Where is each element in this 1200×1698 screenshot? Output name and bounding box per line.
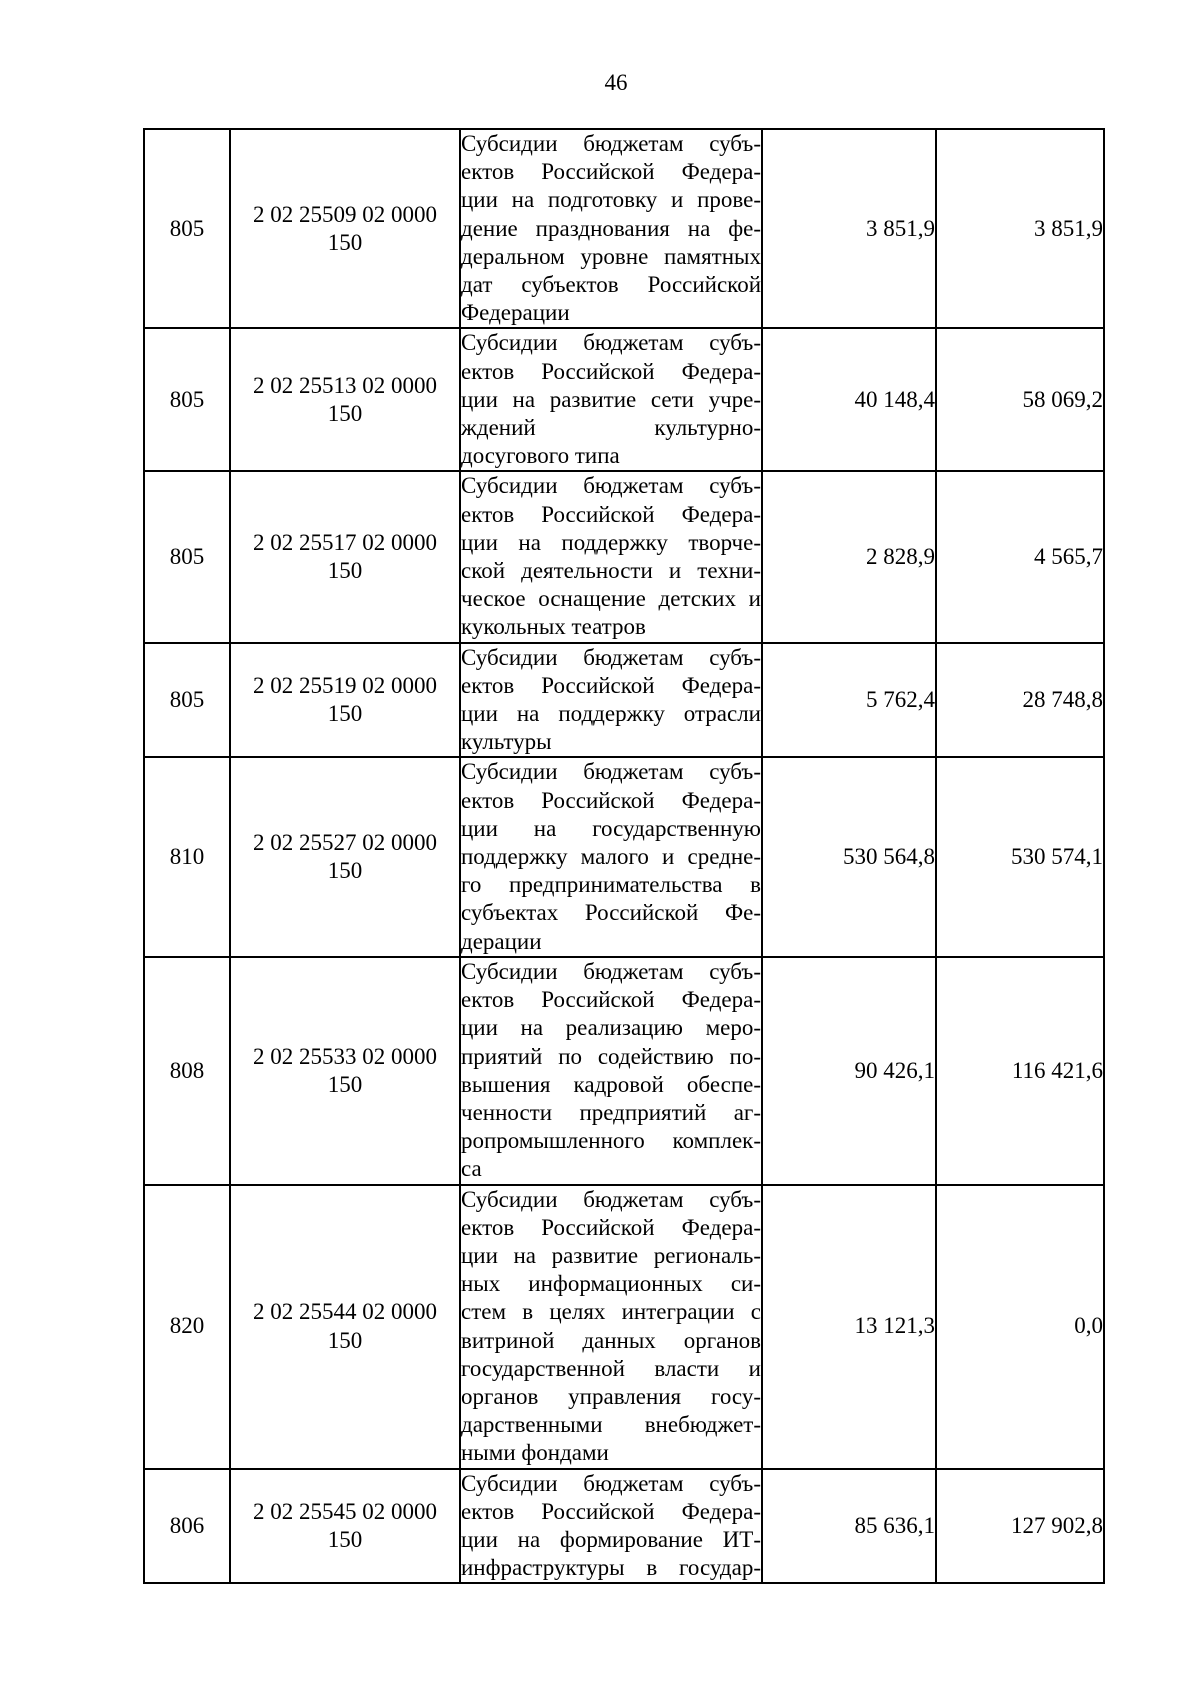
subsidy-name-line: ектов Российской Федера-	[461, 987, 761, 1013]
budget-code-line: 2 02 25527 02 0000	[253, 829, 437, 855]
subsidy-name-line: субъектах Российской Фе-	[461, 900, 761, 926]
table-row	[144, 643, 1104, 758]
subsidy-name-line: ектов Российской Федера-	[461, 672, 761, 698]
subsidy-name-line: Субсидии бюджетам субъ-	[461, 131, 761, 156]
amount-year-1-cell: 5 762,4	[762, 643, 936, 758]
subsidy-name-line: ектов Российской Федера-	[461, 501, 761, 527]
subsidy-name-cell	[460, 471, 762, 642]
amount-year-2-cell: 530 574,1	[936, 757, 1104, 956]
subsidy-name-line: ции на реализацию меро-	[461, 1015, 761, 1041]
budget-code-cell	[230, 757, 460, 956]
subsidy-name-line: витриной данных органов	[461, 1327, 761, 1353]
subsidy-name-line: дерации	[461, 928, 542, 954]
admin-code-cell: 805	[144, 643, 230, 758]
subsidy-name-line: ции на поддержку творче-	[461, 529, 761, 555]
budget-code-line: 150	[327, 701, 363, 727]
budget-code-cell	[230, 129, 460, 328]
subsidy-name-line: кукольных театров	[461, 614, 646, 640]
subsidy-name-line: го предпринимательства в	[461, 872, 761, 898]
amount-year-1-cell: 3 851,9	[762, 129, 936, 328]
subsidy-name-line: ции на формирование ИТ-	[461, 1526, 761, 1552]
amount-year-2-cell: 4 565,7	[936, 471, 1104, 642]
subsidy-name-line: Субсидии бюджетам субъ-	[461, 958, 761, 984]
subsidy-name-line: ектов Российской Федера-	[461, 787, 761, 813]
subsidy-name-line: ции на развитие региональ-	[461, 1242, 761, 1268]
subsidy-name-line: Федерации	[461, 300, 570, 326]
budget-code-line: 150	[327, 400, 363, 426]
subsidy-name-line: ектов Российской Федера-	[461, 159, 761, 185]
subsidy-name-line: вышения кадровой обеспе-	[461, 1071, 761, 1097]
subsidy-name-line: Субсидии бюджетам субъ-	[461, 759, 761, 785]
table-row	[144, 471, 1104, 642]
subsidy-name-line: дарственными внебюджет-	[461, 1412, 761, 1438]
admin-code-cell: 808	[144, 957, 230, 1185]
budget-code-cell	[230, 328, 460, 471]
subsidy-name-line: ропромышленного комплек-	[461, 1128, 761, 1154]
subsidy-name-line: Субсидии бюджетам субъ-	[461, 644, 761, 670]
subsidy-name-line: деральном уровне памятных	[461, 243, 761, 269]
subsidy-name-cell	[460, 643, 762, 758]
admin-code-cell: 805	[144, 328, 230, 471]
admin-code-cell: 805	[144, 129, 230, 328]
subsidy-name-line: ектов Российской Федера-	[461, 1498, 761, 1524]
subsidy-name-line: дат субъектов Российской	[461, 272, 761, 298]
subsidy-name-line: досугового типа	[461, 443, 620, 469]
subsidy-name-line: ных информационных си-	[461, 1271, 761, 1297]
budget-code-line: 2 02 25533 02 0000	[253, 1043, 437, 1069]
subsidy-name-line: дение празднования на фе-	[461, 215, 761, 241]
subsidy-name-line: са	[461, 1156, 482, 1182]
budget-code-line: 2 02 25513 02 0000	[253, 372, 437, 398]
page-number: 46	[604, 70, 628, 95]
subsidy-name-line: ектов Российской Федера-	[461, 358, 761, 384]
admin-code-cell: 806	[144, 1469, 230, 1584]
subsidy-name-line: Субсидии бюджетам субъ-	[461, 330, 761, 356]
subsidy-name-line: ченности предприятий аг-	[461, 1099, 761, 1125]
subsidy-name-cell	[460, 1185, 762, 1469]
budget-code-line: 2 02 25517 02 0000	[253, 529, 437, 555]
amount-year-2-cell: 116 421,6	[936, 957, 1104, 1185]
budget-code-line: 2 02 25545 02 0000	[253, 1498, 437, 1524]
subsidy-name-line: Субсидии бюджетам субъ-	[461, 1186, 761, 1212]
amount-year-2-cell: 0,0	[936, 1185, 1104, 1469]
amount-year-2-cell: 3 851,9	[936, 129, 1104, 328]
subsidy-name-cell	[460, 129, 762, 328]
subsidy-name-line: ческое оснащение детских и	[461, 586, 761, 612]
subsidy-name-line: органов управления госу-	[461, 1383, 761, 1409]
budget-code-cell	[230, 1185, 460, 1469]
budget-code-line: 2 02 25519 02 0000	[253, 672, 437, 698]
subsidy-name-line: ектов Российской Федера-	[461, 1214, 761, 1240]
table-row	[144, 129, 1104, 328]
subsidy-name-line: государственной власти и	[461, 1355, 761, 1381]
subsidy-name-line: Субсидии бюджетам субъ-	[461, 1470, 761, 1496]
subsidy-name-line: ской деятельности и техни-	[461, 558, 761, 584]
amount-year-1-cell: 530 564,8	[762, 757, 936, 956]
subsidy-name-line: ждений культурно-	[461, 415, 761, 441]
table-row	[144, 957, 1104, 1185]
budget-code-line: 150	[327, 229, 363, 255]
budget-code-line: 150	[327, 558, 363, 584]
budget-code-line: 150	[327, 858, 363, 884]
table-row	[144, 1469, 1104, 1584]
subsidy-name-cell	[460, 757, 762, 956]
table-row	[144, 757, 1104, 956]
subsidy-name-line: ции на государственную	[461, 815, 761, 841]
subsidy-name-line: Субсидии бюджетам субъ-	[461, 473, 761, 499]
amount-year-1-cell: 2 828,9	[762, 471, 936, 642]
budget-code-cell	[230, 1469, 460, 1584]
admin-code-cell: 820	[144, 1185, 230, 1469]
subsidy-name-cell	[460, 328, 762, 471]
amount-year-2-cell: 127 902,8	[936, 1469, 1104, 1584]
budget-table	[143, 128, 1105, 1584]
table-row	[144, 1185, 1104, 1469]
subsidy-name-cell	[460, 957, 762, 1185]
subsidy-name-line: инфраструктуры в государ-	[461, 1555, 761, 1581]
amount-year-1-cell: 40 148,4	[762, 328, 936, 471]
amount-year-1-cell: 90 426,1	[762, 957, 936, 1185]
amount-year-1-cell: 85 636,1	[762, 1469, 936, 1584]
budget-code-line: 150	[327, 1327, 363, 1353]
budget-code-cell	[230, 471, 460, 642]
budget-code-line: 150	[327, 1526, 363, 1552]
subsidy-name-line: стем в целях интеграции с	[461, 1299, 761, 1325]
admin-code-cell: 810	[144, 757, 230, 956]
budget-table-body	[144, 129, 1104, 1583]
subsidy-name-line: поддержку малого и средне-	[461, 844, 761, 870]
subsidy-name-line: ными фондами	[461, 1440, 609, 1466]
amount-year-2-cell: 28 748,8	[936, 643, 1104, 758]
subsidy-name-line: культуры	[461, 729, 552, 755]
budget-code-line: 2 02 25544 02 0000	[253, 1299, 437, 1325]
subsidy-name-line: ции на подготовку и прове-	[461, 187, 761, 213]
admin-code-cell: 805	[144, 471, 230, 642]
subsidy-name-cell	[460, 1469, 762, 1584]
budget-code-cell	[230, 643, 460, 758]
budget-code-line: 2 02 25509 02 0000	[253, 201, 437, 227]
amount-year-2-cell: 58 069,2	[936, 328, 1104, 471]
budget-code-cell	[230, 957, 460, 1185]
budget-code-line: 150	[327, 1071, 363, 1097]
subsidy-name-line: ции на поддержку отрасли	[461, 701, 761, 727]
table-row	[144, 328, 1104, 471]
subsidy-name-line: ции на развитие сети учре-	[461, 386, 761, 412]
amount-year-1-cell: 13 121,3	[762, 1185, 936, 1469]
subsidy-name-line: приятий по содействию по-	[461, 1043, 761, 1069]
